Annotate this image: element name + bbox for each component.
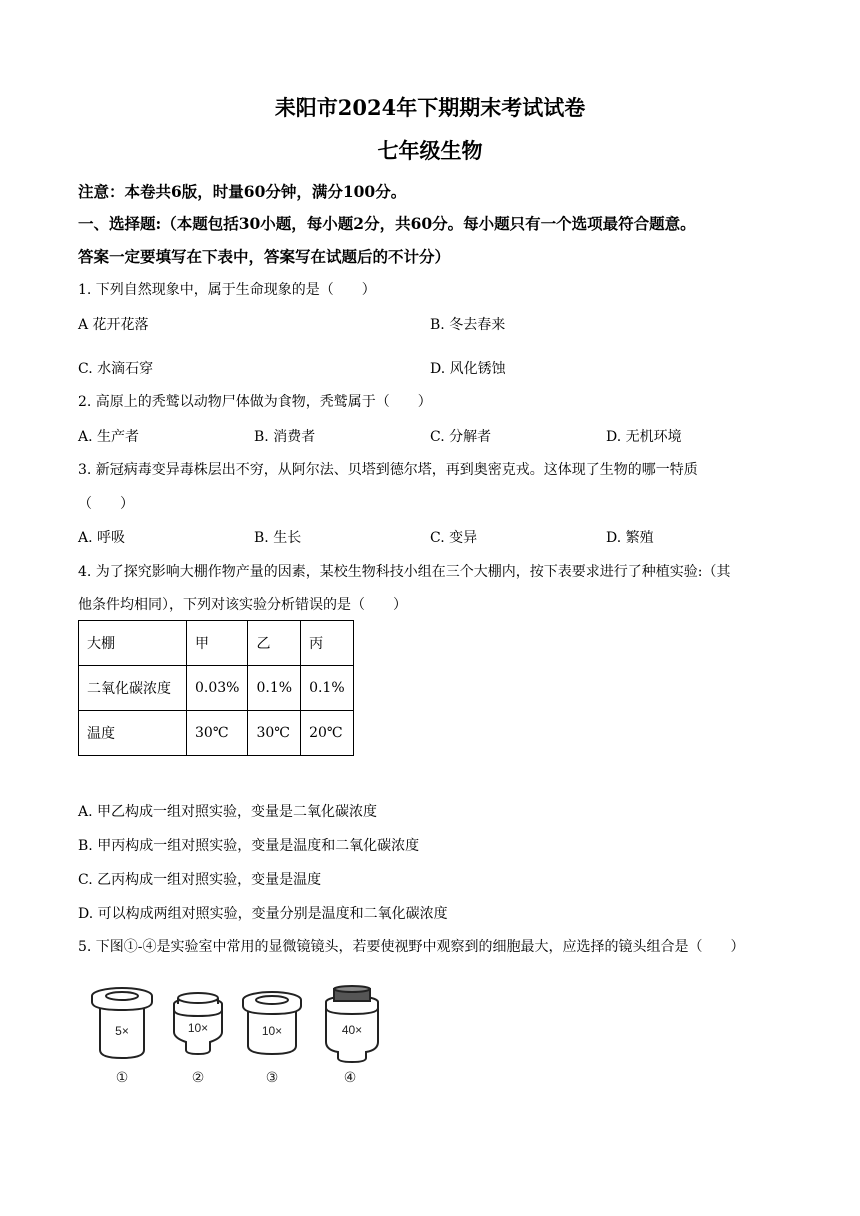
- question-2-option-c: C. 分解者: [430, 429, 492, 445]
- question-1-option-b: B. 冬去春来: [430, 317, 506, 333]
- lens-1-magnification: 5×: [115, 1024, 129, 1038]
- question-4-option-c: C. 乙丙构成一组对照实验，变量是温度: [78, 872, 322, 888]
- question-1-stem: 1. 下列自然现象中，属于生命现象的是（ ）: [78, 282, 376, 298]
- table-cell: 20℃: [301, 711, 354, 756]
- question-2-stem: 2. 高原上的秃鹫以动物尸体做为食物，秃鹫属于（ ）: [78, 394, 432, 410]
- question-3-option-a: A. 呼吸: [78, 530, 126, 546]
- question-3-stem: 3. 新冠病毒变异毒株层出不穷，从阿尔法、贝塔到德尔塔，再到奥密克戎。这体现了生物的哪一特质: [78, 462, 698, 478]
- experiment-table: [78, 620, 354, 756]
- question-4-stem: 4. 为了探究影响大棚作物产量的因素，某校生物科技小组在三个大棚内，按下表要求进行了种植实验:（其: [78, 564, 731, 580]
- question-2-option-d: D. 无机环境: [606, 429, 682, 445]
- question-4-stem-cont: 他条件均相同），下列对该实验分析错误的是（ ）: [78, 597, 407, 613]
- objective-lens-2-icon: [174, 993, 222, 1054]
- lens-3-label: ③: [265, 1069, 279, 1085]
- table-cell: 0.1%: [248, 666, 301, 711]
- question-2-option-b: B. 消费者: [254, 429, 316, 445]
- section-heading-line2: 答案一定要填写在下表中，答案写在试题后的不计分）: [78, 247, 451, 266]
- table-cell: 丙: [301, 621, 354, 666]
- question-4-option-a: A. 甲乙构成一组对照实验，变量是二氧化碳浓度: [78, 804, 378, 820]
- table-cell: 30℃: [187, 711, 248, 756]
- table-row: [79, 621, 354, 666]
- table-cell: 30℃: [248, 711, 301, 756]
- table-cell: 乙: [248, 621, 301, 666]
- lens-3-magnification: 10×: [261, 1024, 283, 1038]
- eyepiece-lens-1-icon: [92, 988, 152, 1058]
- lens-2-magnification: 10×: [187, 1021, 209, 1035]
- section-heading-line1: 一、选择题:（本题包括30小题，每小题2分，共60分。每小题只有一个选项最符合题意。: [78, 214, 696, 233]
- lens-4-label: ④: [343, 1069, 357, 1085]
- question-3-option-d: D. 繁殖: [606, 530, 654, 546]
- question-3-stem-cont: （ ）: [78, 496, 134, 512]
- microscope-lens-figure: [88, 980, 388, 1092]
- table-cell: 二氧化碳浓度: [79, 666, 187, 711]
- question-2-option-a: A. 生产者: [78, 429, 140, 445]
- table-cell: 0.1%: [301, 666, 354, 711]
- question-4-option-d: D. 可以构成两组对照实验，变量分别是温度和二氧化碳浓度: [78, 906, 448, 922]
- table-row: [79, 711, 354, 756]
- objective-lens-4-icon: [326, 986, 378, 1062]
- question-1-option-c: C. 水滴石穿: [78, 361, 154, 377]
- question-1-option-d: D. 风化锈蚀: [430, 361, 506, 377]
- question-5-stem: 5. 下图①-④是实验室中常用的显微镜镜头，若要使视野中观察到的细胞最大，应选择的镜头组合是（ ）: [78, 939, 745, 955]
- eyepiece-lens-3-icon: [243, 992, 301, 1054]
- question-3-option-b: B. 生长: [254, 530, 302, 546]
- exam-title: 耒阳市2024年下期期末考试试卷: [274, 95, 586, 120]
- table-cell: 大棚: [79, 621, 187, 666]
- table-cell: 温度: [79, 711, 187, 756]
- lens-1-label: ①: [115, 1069, 129, 1085]
- table-cell: 甲: [187, 621, 248, 666]
- question-1-option-a: A 花开花落: [78, 317, 149, 333]
- exam-subtitle: 七年级生物: [377, 138, 483, 163]
- lens-2-label: ②: [191, 1069, 205, 1085]
- table-row: [79, 666, 354, 711]
- table-cell: 0.03%: [187, 666, 248, 711]
- notice-text: 注意：本卷共6版，时量60分钟，满分100分。: [78, 182, 407, 201]
- question-3-option-c: C. 变异: [430, 530, 478, 546]
- question-4-option-b: B. 甲丙构成一组对照实验，变量是温度和二氧化碳浓度: [78, 838, 420, 854]
- lens-4-magnification: 40×: [341, 1023, 363, 1037]
